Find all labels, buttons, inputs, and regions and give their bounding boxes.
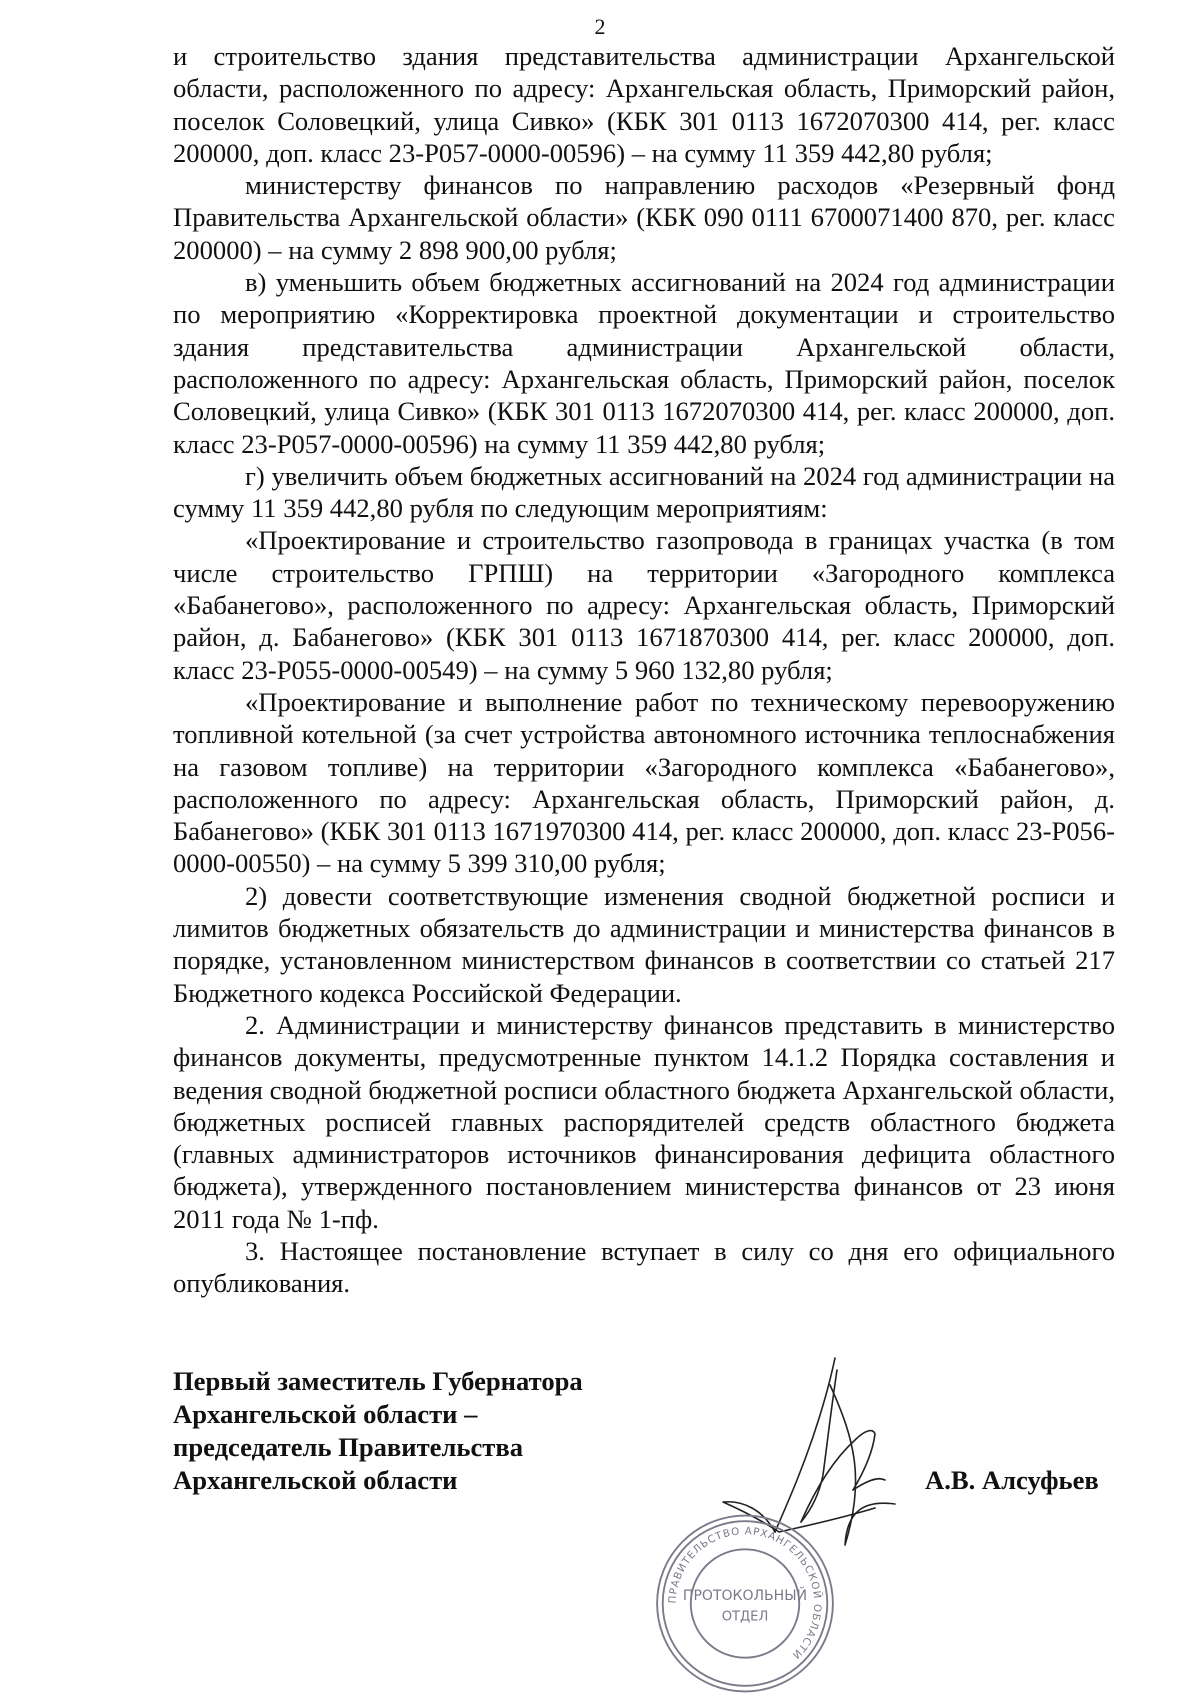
protocol-department-stamp <box>645 1510 845 1697</box>
signatory-title-line: председатель Правительства <box>173 1432 523 1462</box>
paragraph: министерству финансов по направлению расходов «Резервный фонд Правительства Архангельской области» (КБК 090 0111 6700071400 870, рег. класс 200000) – на сумму 2 898 900,00 рубля; <box>173 170 1115 265</box>
page-number: 2 <box>594 14 606 39</box>
signatory-title-line: Первый заместитель Губернатора <box>173 1366 583 1396</box>
signatory-title-line: Архангельской области <box>173 1465 458 1495</box>
stamp-text-line1: ПРОТОКОЛЬНЫЙ <box>682 1587 808 1604</box>
signer-name: А.В. Алсуфьев <box>925 1465 1099 1495</box>
stamp-text-line2: ОТДЕЛ <box>721 1609 769 1625</box>
signatory-title-line: Архангельской области – <box>173 1399 478 1429</box>
paragraph: г) увеличить объем бюджетных ассигнований на 2024 год администрации на сумму 11 359 442,80 рубля по следующим мероприятиям: <box>173 460 1115 524</box>
paragraph: в) уменьшить объем бюджетных ассигнований на 2024 год администрации по мероприятию «Корректировка проектной документации и строительство здания представительства администрации Архангельской области, расположенного по адресу: Архангельская область, Приморский район, поселок Соловецкий, улица Сивко» (КБК 301 0113 1672070300 414, рег. класс 200000, доп. класс 23-Р057-0000-00596) на сумму 11 359 442,80 рубля; <box>173 267 1115 459</box>
paragraph: «Проектирование и строительство газопровода в границах участка (в том числе строительство ГРПШ) на территории «Загородного комплекса «Бабанегово», расположенного по адресу: Архангельская область, Приморский район, д. Бабанегово» (КБК 301 0113 1671870300 414, рег. класс 200000, доп. класс 23-Р055-0000-00549) – на сумму 5 960 132,80 рубля; <box>173 525 1115 685</box>
document-body <box>173 40 1115 1300</box>
stamp-ring-text: ПРАВИТЕЛЬСТВО АРХАНГЕЛЬСКОЙ ОБЛАСТИ <box>666 1525 824 1662</box>
paragraph: и строительство здания представительства администрации Архангельской области, расположенного по адресу: Архангельская область, Приморский район, поселок Соловецкий, улица Сивко» (КБК 301 0113 1672070300 414, рег. класс 200000, доп. класс 23-Р057-0000-00596) – на сумму 11 359 442,80 рубля; <box>173 41 1115 168</box>
paragraph: 2) довести соответствующие изменения сводной бюджетной росписи и лимитов бюджетных обязательств до администрации и министерства финансов в порядке, установленном министерством финансов в соответствии со статьей 217 Бюджетного кодекса Российской Федерации. <box>173 880 1115 1008</box>
signatory-title <box>173 1365 583 1497</box>
paragraph: 2. Администрации и министерству финансов представить в министерство финансов документы, предусмотренные пунктом 14.1.2 Порядка составления и ведения сводной бюджетной росписи областного бюджета Архангельской области, бюджетных росписей главных распорядителей средств областного бюджета (главных администраторов источников финансирования дефицита областного бюджета), утвержденного постановлением министерства финансов от 23 июня 2011 года № 1-пф. <box>173 1009 1115 1234</box>
paragraph: «Проектирование и выполнение работ по техническому перевооружению топливной котельной (за счет устройства автономного источника теплоснабжения на газовом топливе) на территории «Загородного комплекса «Бабанегово», расположенного по адресу: Архангельская область, Приморский район, д. Бабанегово» (КБК 301 0113 1671970300 414, рег. класс 200000, доп. класс 23-Р056-0000-00550) – на сумму 5 399 310,00 рубля; <box>173 686 1115 879</box>
paragraph: 3. Настоящее постановление вступает в силу со дня его официального опубликования. <box>173 1235 1115 1299</box>
